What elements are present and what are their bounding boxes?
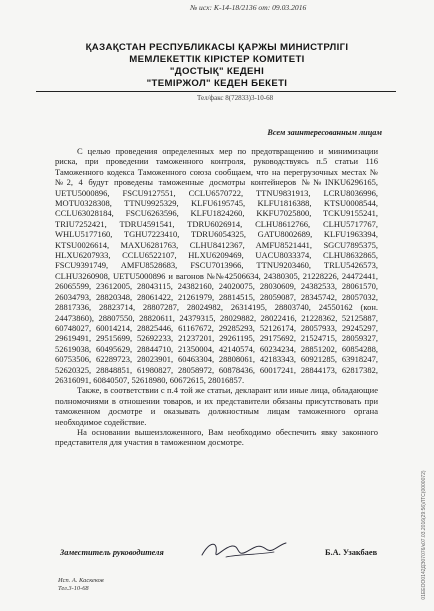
header-divider — [36, 91, 396, 92]
signatory-name: Б.А. Узакбаев — [325, 548, 378, 557]
handwritten-signature — [196, 537, 291, 563]
phone-fax: Тел/факс 8(72833)3-10-68 — [197, 94, 274, 102]
document-number: № исх: К-14-18/2136 от: 09.03.2016 — [190, 3, 307, 12]
addressee: Всем заинтересованным лицам — [267, 128, 382, 137]
executor-info — [58, 577, 104, 592]
registration-number-text: 01ЕЕОО0142ДЭ07076/к07.03.2016(29:56)ЛТС(0000072) — [421, 470, 427, 600]
org-line-ministry: ҚАЗАҚСТАН РЕСПУБЛИКАСЫ ҚАРЖЫ МИНИСТРЛІГІ — [85, 42, 349, 53]
org-line-customs: "ДОСТЫҚ" КЕДЕНІ — [169, 66, 265, 77]
body-paragraph-notice: С целью проведения определенных мер по предотвращению и минимизации риска, при проведении таможенного контроля, руководствуясь п.5 статьи 116 Таможенного кодекса Таможенного союза сообщаем, что на перегрузочных местах №№2, 4 будут проведены таможенные досмотры контейнеров №№INKU6296165, UETU5000896, FSCU9127551, CCLU6570722, TTNU9831913, LCRU8036996, MOTU0328308, TTNU9925329, KLFU6195745, KLFU1816388, KTSU0008544, CCLU63028184, FSCU6263596, KLFU1824260, KKFU7025800, TCKU9155241, TRIU7252421, TDRU4591541, TDRU6026914, CLHU8612766, CLHU5717767, WHLU5177160, TGHU7223410, TDRU6054325, GATU8002689, KLFU1963394, KTSU0026614, MAXU6281763, CLHU8412367, AMFU8521441, SGCU7895375, HLXU6207933, CCLU6522107, HLXU6209469, UACU8033374, CLHU8632865, FSCU9391749, AMFU8528683, FSCU7013966, TTNU9203460, TRLU5426573, CLHU3260908, UETU5000896 и вагонов №№42506634, 24380305, 21228226, 24472441, 26065599, 23612005, 28043115, 24382160, 24020075, 28030609, 24382533, 28061570, 26034793, 28820348, 28061422, 21261979, 28814515, 28059087, 28345742, 28057032, 28817336, 28823714, 28807287, 28024982, 26314195, 28803740, 24550162 (кон. 24473860), 28807550, 28820611, 24379315, 28029882, 28022416, 21228362, 52125887, 60748027, 60014214, 28825446, 61167672, 29285293, 52126174, 28057933, 29245297, 29619491, 29515699, 52692233, 21237201, 29261195, 29175692, 21524715, 28059327, 52619038, 60495629, 28844710, 21350004, 42140574, 60234234, 28851202, 60854288, 60753506, 62289723, 28023901, 60463304, 28808061, 42183343, 60921285, 63918247, 52620325, 28848851, 61980827, 28058972, 60878436, 60017241, 28844173, 62817382, 26316091, 60840507, 52618980, 60672615, 28016857. — [55, 146, 378, 385]
body-paragraph-request: На основании вышеизложенного, Вам необходимо обеспечить явку законного представителя для участия в таможенном досмотре. — [55, 426, 378, 448]
vertical-registration-number — [419, 470, 427, 600]
letter-body — [55, 146, 378, 448]
executor-name: Исп. А. Каскеков — [58, 577, 104, 584]
body-paragraph-obligations: Также, в соответствии с п.4 той же статьи, декларант или иные лица, обладающие полномочиями в отношении товаров, и их представители обязаны присутствовать при таможенном досмотре и оказывать должностным лицам таможенного органа необходимое содействие. — [55, 385, 378, 427]
executor-phone: Тел.3-10-68 — [58, 584, 89, 592]
org-line-committee: МЕМЛЕКЕТТІК КІРІСТЕР КОМИТЕТІ — [129, 54, 305, 65]
signatory-position: Заместитель руководителя — [60, 548, 164, 557]
org-line-post: "ТЕМІРЖОЛ" КЕДЕН БЕКЕТІ — [146, 78, 288, 89]
